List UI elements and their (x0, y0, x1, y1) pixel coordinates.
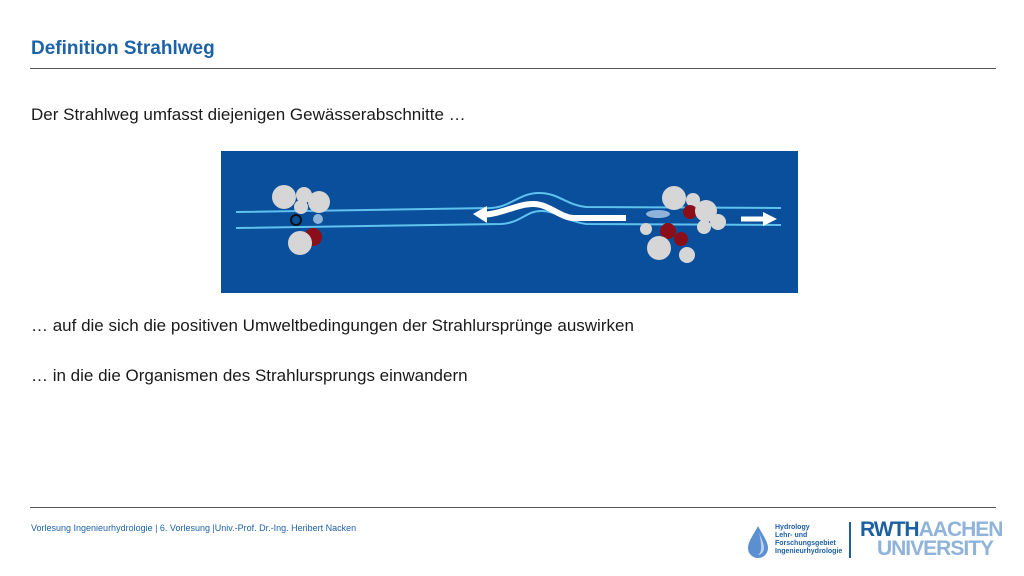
definition-line-1: Der Strahlweg umfasst diejenigen Gewässerabschnitte … (31, 105, 466, 124)
hydro-line-2: Lehr- und (775, 532, 808, 539)
logo-divider (849, 522, 851, 558)
rwth-logo (860, 518, 1003, 560)
definition-line-3: … in die die Organismen des Strahlursprungs einwandern (31, 366, 468, 385)
strahlweg-figure (221, 151, 798, 293)
hydro-line-1: Hydrology (775, 524, 810, 531)
rwth-logo-line2: UNIVERSITY (876, 537, 993, 560)
footer-text: Vorlesung Ingenieurhydrologie | 6. Vorlesung |Univ.-Prof. Dr.-Ing. Heribert Nacken (31, 523, 357, 533)
hydrology-logo-text (775, 524, 842, 556)
hydro-line-3: Forschungsgebiet (775, 540, 836, 547)
footer-rule (30, 507, 996, 508)
slide-title: Definition Strahlweg (31, 38, 215, 59)
hydro-line-4: Ingenieurhydrologie (775, 548, 843, 555)
title-rule (30, 68, 996, 69)
rwth-logo-part2: AACHEN (918, 518, 1003, 541)
definition-line-2: … auf die sich die positiven Umweltbedingungen der Strahlursprünge auswirken (31, 316, 634, 335)
rwth-logo-part1: RWTH (860, 518, 919, 541)
